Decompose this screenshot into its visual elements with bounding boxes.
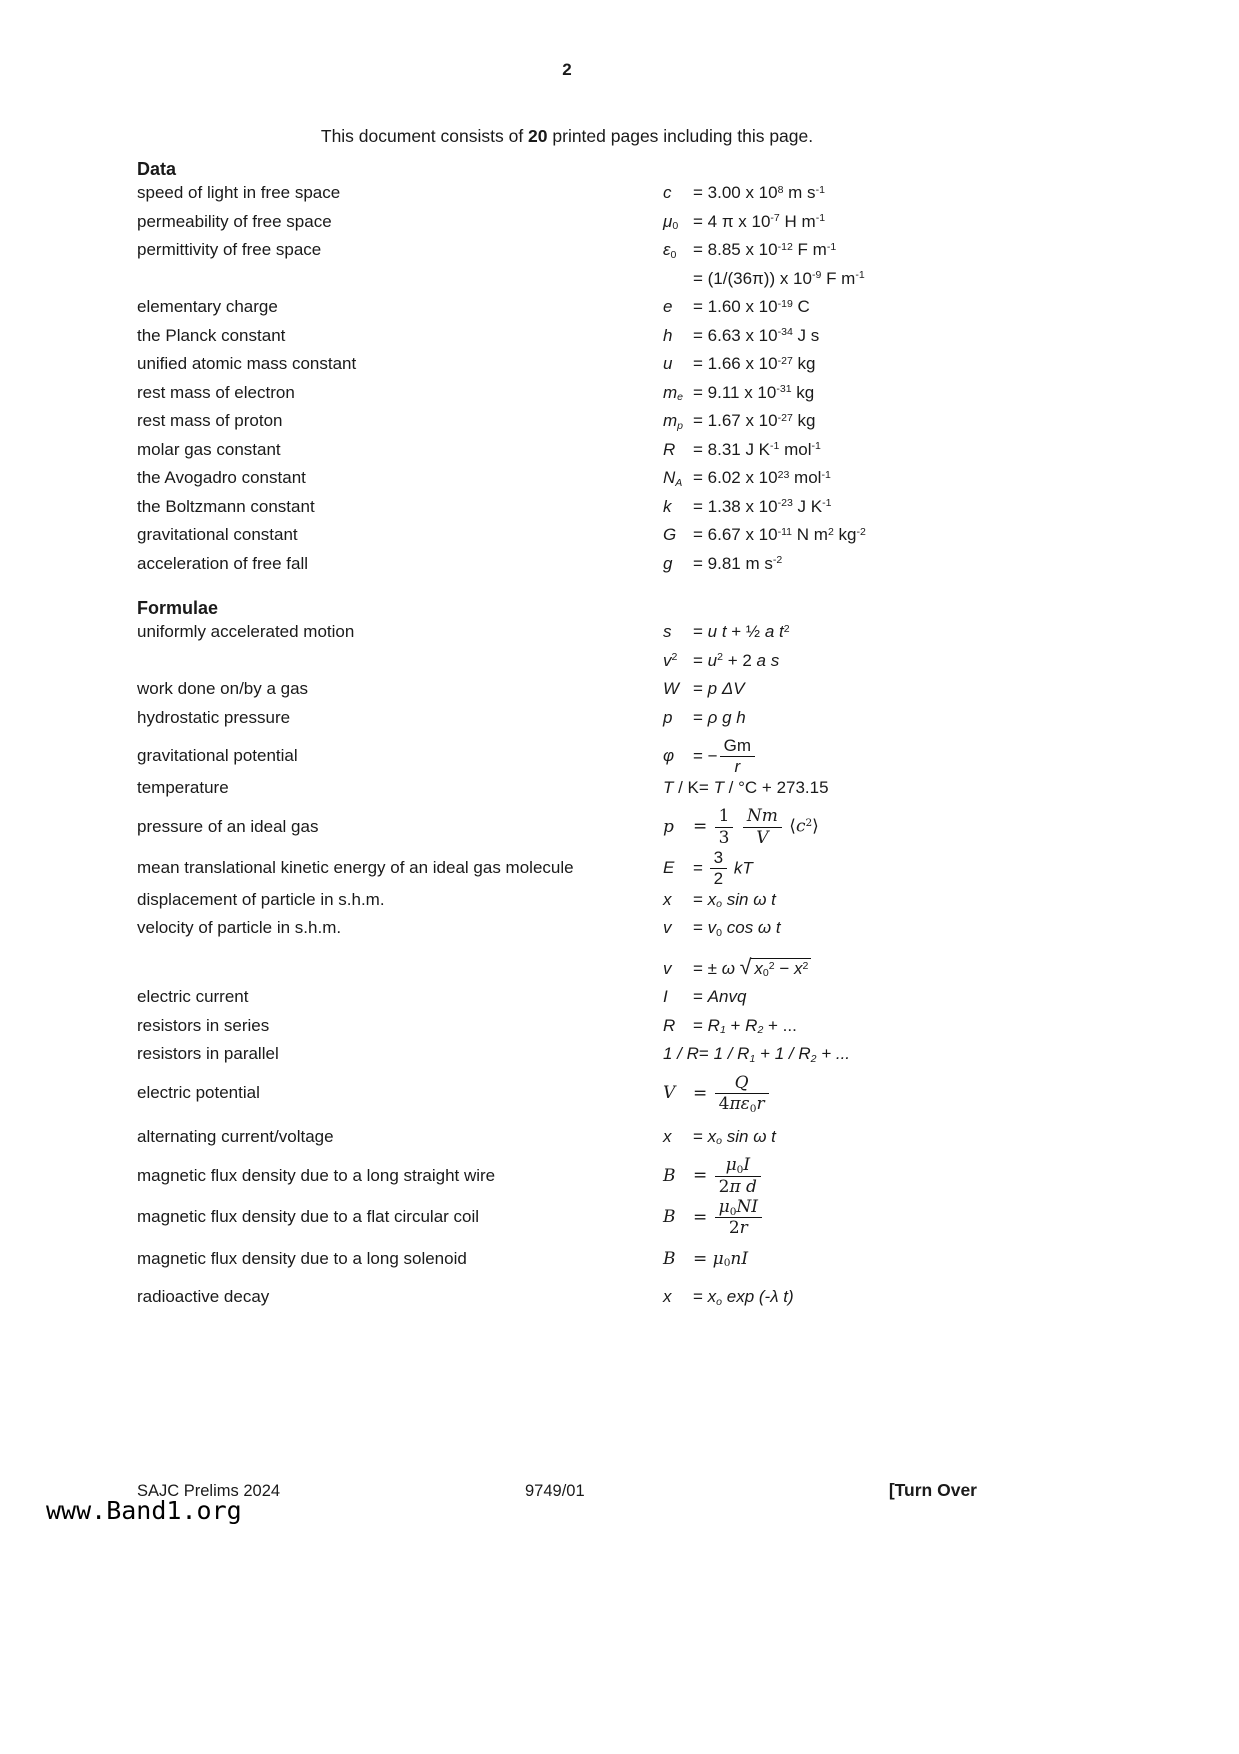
- row-value: = 1.60 x $10^{-19}$ C: [693, 297, 810, 316]
- footer-turn-over: [Turn Over: [888, 1480, 977, 1500]
- row-label: temperature: [137, 777, 229, 797]
- row-label: the Planck constant: [137, 325, 286, 345]
- data-row: [137, 383, 997, 412]
- row-label: magnetic flux density due to a long solenoid: [137, 1248, 467, 1268]
- row-value: = 6.63 x $10^{-34}$ J s: [693, 325, 820, 345]
- row-symbol: v: [663, 958, 672, 978]
- row-value: = 3.00 x $10^8$ m $s^{-1}$: [693, 183, 825, 202]
- data-row: [137, 326, 997, 355]
- formula-row: [137, 1197, 997, 1239]
- row-value: = Anvq: [693, 987, 747, 1007]
- row-symbol: $v^2$: [663, 650, 678, 670]
- row-label: molar gas constant: [137, 439, 281, 459]
- row-value: = p ΔV: [693, 679, 745, 698]
- row-symbol: G: [663, 525, 677, 544]
- formulae-rows: [137, 622, 997, 1316]
- row-value: = 6.67 x $10^{-11}$ N $m^2$ $kg^{-2}$: [693, 525, 866, 544]
- row-symbol: I: [663, 987, 668, 1007]
- row-label: work done on/by a gas: [137, 679, 309, 698]
- row-label: velocity of particle in s.h.m.: [137, 918, 342, 938]
- row-label: resistors in parallel: [137, 1044, 279, 1064]
- row-value: = 1 / R1 + 1 / R2 + ...: [698, 1044, 851, 1065]
- row-value: = (1/(36π)) x $10^{-9}$ F $m^{-1}$: [693, 268, 865, 288]
- formula-row: [137, 1287, 997, 1316]
- row-symbol: x: [663, 889, 672, 909]
- data-row: [137, 212, 997, 241]
- intro-line: [137, 126, 997, 147]
- formula-row: [137, 1016, 997, 1045]
- row-symbol: W: [663, 679, 680, 698]
- formula-row: [137, 918, 997, 947]
- row-label: rest mass of electron: [137, 382, 295, 402]
- row-value: = ± ω √ $x0^2 - x^2$: [693, 955, 997, 980]
- row-symbol: B: [663, 1165, 676, 1186]
- row-label: rest mass of proton: [137, 411, 283, 430]
- row-value: = 1.67 x $10^{-27}$ kg: [693, 411, 816, 430]
- row-label: the Avogadro constant: [137, 468, 306, 487]
- row-label: pressure of an ideal gas: [137, 816, 319, 836]
- row-value: = 9.81 m $s^{-2}$: [693, 553, 783, 573]
- row-label: gravitational potential: [137, 746, 298, 766]
- row-label: gravitational constant: [137, 525, 298, 544]
- data-row: [137, 269, 997, 298]
- document-page: [137, 60, 997, 1316]
- row-value: = − $\frac{Gm}{r}$: [693, 736, 997, 778]
- row-symbol: c: [663, 183, 672, 202]
- intro-prefix: This document consists of: [320, 126, 529, 146]
- row-value: = 8.85 x $10^{-12}$ F $m^{-1}$: [693, 240, 837, 259]
- data-row: [137, 554, 997, 583]
- row-symbol: NA: [663, 468, 683, 489]
- formula-row: [137, 1073, 997, 1115]
- row-value: = R1 + R2 + ...: [693, 1015, 797, 1037]
- row-label: permittivity of free space: [137, 240, 322, 259]
- data-row: [137, 354, 997, 383]
- footer-paper-code: 9749/01: [525, 1482, 585, 1500]
- row-value: = v0 cos ω t: [693, 918, 781, 939]
- formulae-section-heading: Formulae: [137, 598, 219, 618]
- formula-row: [137, 708, 997, 737]
- data-rows: [137, 183, 997, 582]
- row-label: speed of light in free space: [137, 183, 341, 202]
- row-label: displacement of particle in s.h.m.: [137, 889, 385, 909]
- intro-suffix: printed pages including this page.: [547, 126, 814, 146]
- formula-row: [137, 1044, 997, 1073]
- formula-row: [137, 1249, 997, 1278]
- row-symbol: s: [663, 622, 672, 641]
- data-section-heading: Data: [137, 159, 177, 179]
- formula-row: [137, 679, 997, 708]
- row-label: acceleration of free fall: [137, 553, 309, 573]
- row-value: = T / °C + 273.15: [698, 777, 829, 797]
- row-label: the Boltzmann constant: [137, 496, 315, 516]
- formula-row: [137, 848, 997, 890]
- data-row: [137, 440, 997, 469]
- formula-row: [137, 987, 997, 1016]
- row-value: = μ0nI: [693, 1248, 749, 1270]
- row-value: = $\frac{3}{2}$ kT: [693, 848, 753, 889]
- watermark-url: www.Band1.org: [46, 1496, 242, 1525]
- row-value: = $\frac{Q}{4\pi\varepsilon 0r}$: [693, 1073, 997, 1115]
- row-symbol: me: [663, 382, 684, 404]
- formula-row: [137, 955, 997, 984]
- data-row: [137, 525, 997, 554]
- row-value: = 8.31 J $K^{-1}$ mol$^{-1}$: [693, 439, 821, 459]
- row-symbol: B: [663, 1248, 676, 1269]
- row-symbol: V: [663, 1083, 676, 1104]
- row-label: magnetic flux density due to a long straight wire: [137, 1165, 496, 1185]
- row-value: = xo exp (-λ t): [693, 1287, 794, 1308]
- row-value: = $u^2 + 2$ a s: [693, 650, 780, 670]
- row-label: elementary charge: [137, 297, 278, 316]
- row-label: mean translational kinetic energy of an ideal gas molecule: [137, 858, 574, 878]
- row-symbol: E: [663, 858, 675, 878]
- row-symbol: mp: [663, 411, 684, 432]
- footer-exam-name: SAJC Prelims 2024: [137, 1482, 281, 1500]
- row-value: = 1.38 x $10^{-23}$ J $K^{-1}$: [693, 496, 832, 516]
- row-value: = $\frac{\mu 0NI}{2r}$: [693, 1197, 997, 1239]
- row-label: magnetic flux density due to a flat circular coil: [137, 1207, 480, 1227]
- page-number: 2: [562, 60, 572, 79]
- row-value: = $\frac{1}{3}$ $\frac{Nm}{V}$ $⟨c^2⟩$: [693, 806, 819, 848]
- row-label: permeability of free space: [137, 211, 332, 231]
- row-value: = 4 π x $10^{-7}$ H $m^{-1}$: [693, 211, 826, 231]
- row-label: uniformly accelerated motion: [137, 622, 355, 641]
- row-symbol: x: [663, 1287, 672, 1307]
- data-row: [137, 468, 997, 497]
- formula-row: [137, 778, 997, 807]
- row-label: unified atomic mass constant: [137, 354, 357, 373]
- formula-row: [137, 622, 997, 651]
- formula-row: [137, 806, 997, 848]
- formula-row: [137, 736, 997, 778]
- intro-page-count: 20: [528, 126, 548, 146]
- row-value: = $\frac{\mu 0I}{\text{2π d}}$: [693, 1155, 997, 1197]
- row-symbol: R: [663, 439, 676, 459]
- row-value: = 9.11 x $10^{-31}$ kg: [693, 382, 815, 402]
- row-symbol: ε0: [663, 240, 677, 261]
- data-row: [137, 297, 997, 326]
- row-symbol: T / K: [663, 777, 699, 797]
- row-symbol: μ0: [663, 211, 679, 233]
- row-symbol: 1 / R: [663, 1044, 699, 1064]
- formula-row: [137, 890, 997, 919]
- formula-row: [137, 1127, 997, 1156]
- formula-row: [137, 1155, 997, 1197]
- row-value: = xo sin ω t: [693, 889, 776, 911]
- row-symbol: φ: [663, 746, 675, 766]
- row-symbol: p: [663, 707, 673, 727]
- row-value: = xo sin ω t: [693, 1126, 776, 1148]
- row-value: = u t + ½ a $t^2$: [693, 622, 790, 641]
- row-value: = 1.66 x $10^{-27}$ kg: [693, 354, 816, 373]
- data-row: [137, 183, 997, 212]
- data-row: [137, 240, 997, 269]
- row-symbol: R: [663, 1015, 676, 1035]
- row-symbol: g: [663, 553, 673, 573]
- row-symbol: v: [663, 918, 672, 938]
- data-row: [137, 411, 997, 440]
- row-symbol: e: [663, 297, 673, 316]
- row-symbol: p: [663, 816, 674, 837]
- row-symbol: x: [663, 1126, 672, 1146]
- row-value: = ρ g h: [693, 707, 746, 727]
- row-value: = 6.02 x $10^{23}$ mol$^{-1}$: [693, 468, 831, 487]
- row-symbol: B: [663, 1207, 676, 1228]
- data-row: [137, 497, 997, 526]
- row-label: resistors in series: [137, 1015, 270, 1035]
- row-symbol: k: [663, 496, 672, 516]
- row-symbol: u: [663, 354, 673, 373]
- row-label: electric potential: [137, 1083, 260, 1103]
- formula-row: [137, 651, 997, 680]
- row-label: hydrostatic pressure: [137, 707, 291, 727]
- row-label: alternating current/voltage: [137, 1126, 334, 1146]
- row-label: electric current: [137, 987, 249, 1007]
- row-symbol: h: [663, 325, 673, 345]
- row-label: radioactive decay: [137, 1287, 270, 1307]
